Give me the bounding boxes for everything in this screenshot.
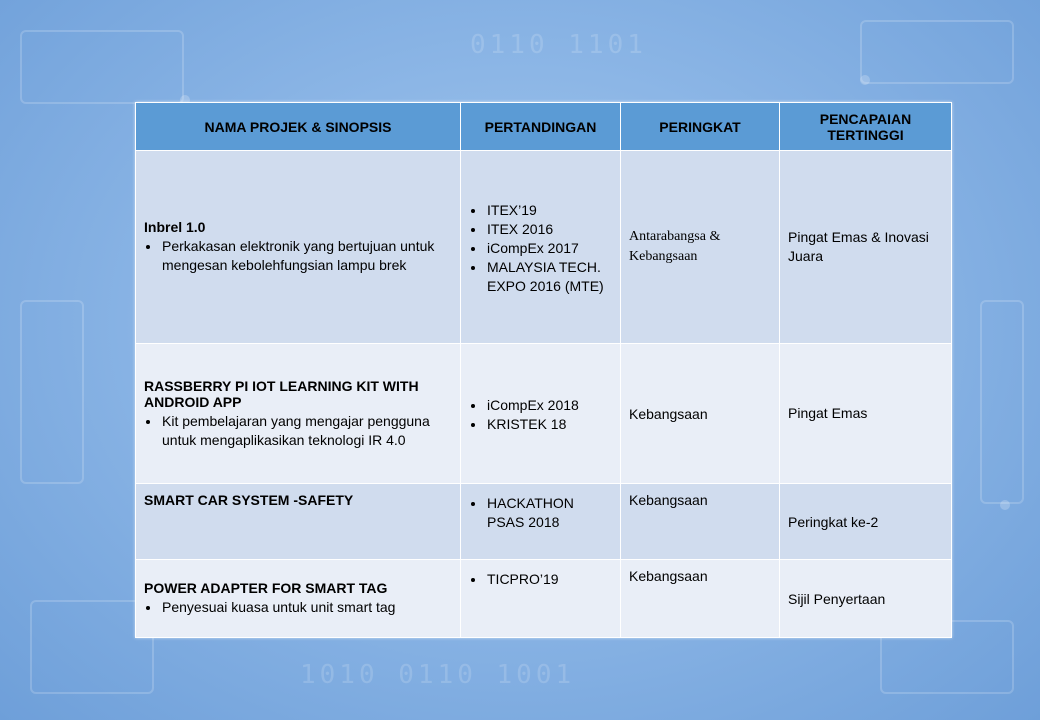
table-row	[136, 151, 952, 344]
table-row	[136, 484, 952, 560]
project-synopsis: • Perkakasan elektronik yang bertujuan untuk mengesan kebolehfungsian lampu brek	[161, 237, 452, 275]
competition-item: • iCompEx 2017	[486, 239, 612, 258]
competition-item: • ITEX’19	[486, 201, 612, 220]
project-cell	[136, 344, 461, 484]
achievements-table	[135, 102, 952, 638]
table-row	[136, 344, 952, 484]
achievement-cell: Pingat Emas & Inovasi Juara	[780, 151, 952, 344]
project-title: SMART CAR SYSTEM -SAFETY	[144, 492, 354, 508]
level-cell: Kebangsaan	[621, 484, 780, 560]
project-title: POWER ADAPTER FOR SMART TAG	[144, 580, 388, 596]
competition-cell	[461, 151, 621, 344]
level-cell: Antarabangsa & Kebangsaan	[621, 151, 780, 344]
competition-item: • MALAYSIA TECH. EXPO 2016 (MTE)	[486, 258, 612, 296]
project-synopsis: • Penyesuai kuasa untuk unit smart tag	[161, 598, 452, 617]
level-cell: Kebangsaan	[621, 560, 780, 638]
project-title: RASSBERRY PI IOT LEARNING KIT WITH ANDROID APP	[144, 377, 419, 410]
table-row	[136, 560, 952, 638]
project-cell	[136, 560, 461, 638]
project-title: Inbrel 1.0	[144, 219, 206, 235]
competition-item: • HACKATHON PSAS 2018	[486, 494, 612, 532]
competition-item: • TICPRO’19	[486, 570, 612, 589]
competition-cell	[461, 344, 621, 484]
header-project: NAMA PROJEK & SINOPSIS	[136, 103, 461, 151]
competition-cell	[461, 560, 621, 638]
competition-item: • KRISTEK 18	[486, 415, 612, 434]
achievement-cell: Pingat Emas	[780, 344, 952, 484]
project-synopsis: • Kit pembelajaran yang mengajar pengguna untuk mengaplikasikan teknologi IR 4.0	[161, 412, 452, 450]
circuit-background: 0110 1101 1010 0110 1001	[0, 0, 1040, 720]
competition-item: • ITEX 2016	[486, 220, 612, 239]
achievement-cell: Sijil Penyertaan	[780, 560, 952, 638]
level-cell: Kebangsaan	[621, 344, 780, 484]
header-level: PERINGKAT	[621, 103, 780, 151]
project-cell	[136, 484, 461, 560]
competition-cell	[461, 484, 621, 560]
header-competition: PERTANDINGAN	[461, 103, 621, 151]
header-achievement: PENCAPAIAN TERTINGGI	[780, 103, 952, 151]
achievement-cell: Peringkat ke-2	[780, 484, 952, 560]
table-header-row	[136, 103, 952, 151]
competition-item: • iCompEx 2018	[486, 396, 612, 415]
project-cell	[136, 151, 461, 344]
